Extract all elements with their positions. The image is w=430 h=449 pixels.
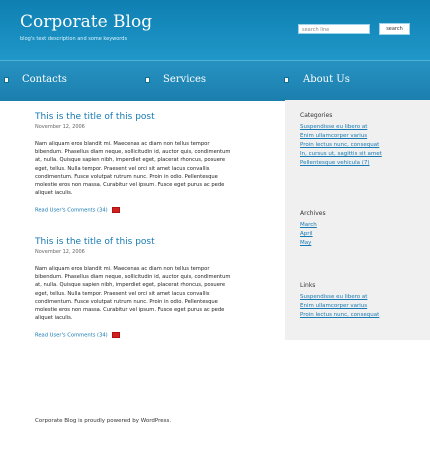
site-title[interactable]: Corporate Blog [20,12,153,32]
categories-section [300,112,420,169]
category-link[interactable]: In, cursus ut, sagittis sit amet [300,151,382,157]
read-comments-link[interactable] [35,332,235,339]
read-comments-label[interactable]: Read User's Comments (34) [35,332,108,339]
blogroll-link[interactable]: Enim ullamcorper varius [300,303,368,309]
comments-icon [112,332,120,338]
post-date: November 12, 2006 [35,249,85,255]
archive-link[interactable]: March [300,222,317,228]
nav-item-about-us[interactable]: About Us [303,74,350,85]
archive-link[interactable]: May [300,240,312,246]
categories-title: Categories [300,112,333,119]
archives-title: Archives [300,210,326,217]
post-title[interactable]: This is the title of this post [35,237,155,247]
nav-bullet-icon [4,77,9,83]
nav-item-services[interactable]: Services [163,74,207,85]
archives-section [300,210,420,249]
post [35,112,235,214]
site-description: blog's text description and some keywords [20,36,128,42]
read-comments-label[interactable]: Read User's Comments (34) [35,207,108,214]
post-body: Nam aliquam eros blandit mi. Maecenas ac diam non tellus tempor bibendum. Phasellus diam neque, sollicitudin id, auctor quis, condimentum at, nulla. Quisque sapien nibh, imperdiet eget, placerat rhoncus, posuere eget, tellus. Nulla tempor. Praesent vel orci sit amet lacus convallis condimentum. Fusce volutpat rutrum nunc. Proin in odio. Pellentesque molestie eros non massa. Curabitur vel ipsum. Fusce eget purus ac pede aliquet iaculis. [35,141,231,197]
post-date: November 12, 2006 [35,124,85,130]
links-section [300,282,420,321]
search-input[interactable]: search line [298,24,370,34]
comments-icon [112,207,120,213]
blogroll-link[interactable]: Suspendisse eu libero at [300,294,368,300]
post [35,237,235,339]
footer-text: Corporate Blog is proudly powered by WordPress. [35,418,172,424]
category-link[interactable]: Pellentesque vehicula (7) [300,160,370,166]
main-nav [0,60,430,101]
post-title[interactable]: This is the title of this post [35,112,155,122]
nav-item-contacts[interactable]: Contacts [22,74,67,85]
search-button[interactable]: search [379,23,410,35]
nav-bullet-icon [145,77,150,83]
sidebar [285,100,430,340]
site-header [0,0,430,60]
blogroll-link[interactable]: Proin lectus nunc, consequat [300,312,380,318]
read-comments-link[interactable] [35,207,235,214]
category-link[interactable]: Enim ullamcorper varius [300,133,368,139]
nav-bullet-icon [284,77,289,83]
links-title: Links [300,282,316,289]
category-link[interactable]: Proin lectus nunc, consequat [300,142,380,148]
category-link[interactable]: Suspendisse eu libero at [300,124,368,130]
post-body: Nam aliquam eros blandit mi. Maecenas ac diam non tellus tempor bibendum. Phasellus diam neque, sollicitudin id, auctor quis, condimentum at, nulla. Quisque sapien nibh, imperdiet eget, placerat rhoncus, posuere eget, tellus. Nulla tempor. Praesent vel orci sit amet lacus convallis condimentum. Fusce volutpat rutrum nunc. Proin in odio. Pellentesque molestie eros non massa. Curabitur vel ipsum. Fusce eget purus ac pede aliquet iaculis. [35,266,231,322]
archive-link[interactable]: April [300,231,313,237]
